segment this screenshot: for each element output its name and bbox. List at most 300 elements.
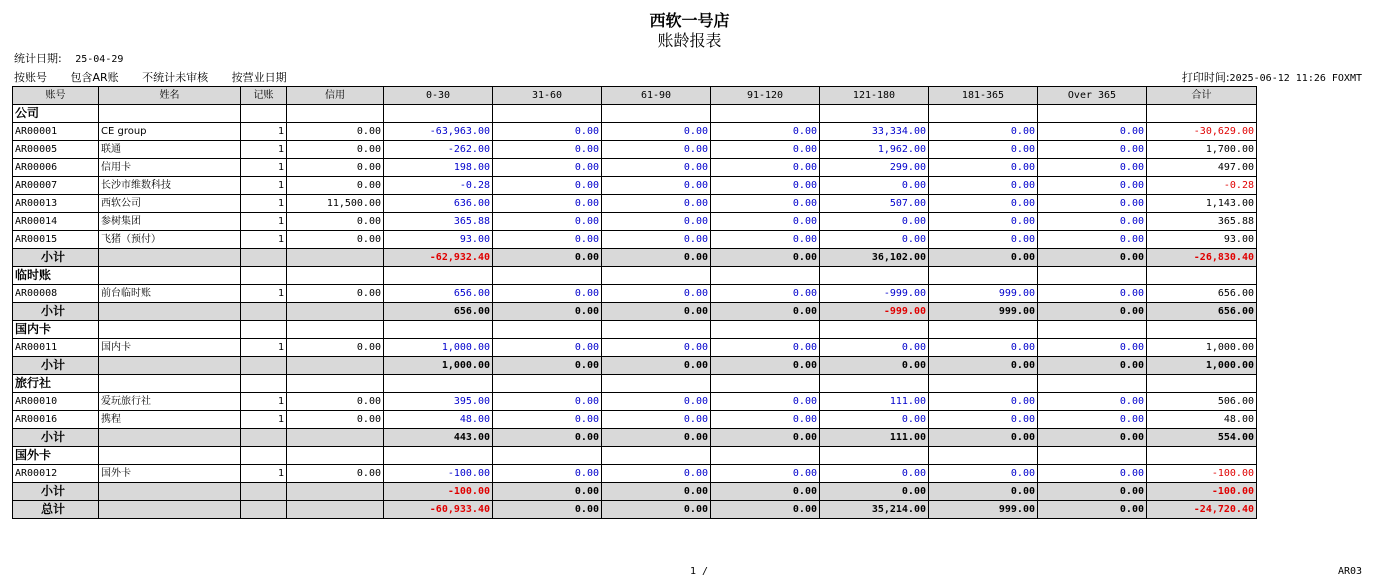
empty-cell bbox=[602, 267, 711, 285]
subtotal-row bbox=[13, 249, 1257, 267]
empty-cell bbox=[99, 249, 241, 267]
group-header-row bbox=[13, 267, 1257, 285]
empty-cell bbox=[241, 249, 287, 267]
empty-cell bbox=[1147, 321, 1257, 339]
aging-0-30: 198.00 bbox=[384, 159, 493, 177]
account-no: AR00008 bbox=[13, 285, 99, 303]
aging-91-120: 0.00 bbox=[711, 141, 820, 159]
empty-cell bbox=[1038, 105, 1147, 123]
subtotal-value: 0.00 bbox=[929, 483, 1038, 501]
empty-cell bbox=[711, 375, 820, 393]
subtotal-row bbox=[13, 429, 1257, 447]
account-no: AR00001 bbox=[13, 123, 99, 141]
aging-31-60: 0.00 bbox=[493, 285, 602, 303]
aging-181-365: 0.00 bbox=[929, 393, 1038, 411]
aging-91-120: 0.00 bbox=[711, 465, 820, 483]
empty-cell bbox=[241, 447, 287, 465]
aging-0-30: 365.88 bbox=[384, 213, 493, 231]
group-name: 国外卡 bbox=[13, 447, 99, 465]
posting-count: 1 bbox=[241, 285, 287, 303]
table-row bbox=[13, 213, 1257, 231]
aging-61-90: 0.00 bbox=[602, 177, 711, 195]
stat-date bbox=[14, 50, 123, 66]
aging-91-120: 0.00 bbox=[711, 339, 820, 357]
empty-cell bbox=[241, 501, 287, 519]
empty-cell bbox=[287, 249, 384, 267]
aging-91-120: 0.00 bbox=[711, 177, 820, 195]
aging-181-365: 0.00 bbox=[929, 411, 1038, 429]
col-over-365: Over 365 bbox=[1038, 87, 1147, 105]
account-no: AR00014 bbox=[13, 213, 99, 231]
subtotal-value: 0.00 bbox=[711, 303, 820, 321]
empty-cell bbox=[241, 321, 287, 339]
aging-0-30: 93.00 bbox=[384, 231, 493, 249]
account-name: 飞猪（预付） bbox=[99, 231, 241, 249]
account-name: 携程 bbox=[99, 411, 241, 429]
total-value: -24,720.40 bbox=[1147, 501, 1257, 519]
col-posting: 记账 bbox=[241, 87, 287, 105]
account-name: 国内卡 bbox=[99, 339, 241, 357]
aging-121-180: 0.00 bbox=[820, 213, 929, 231]
aging-61-90: 0.00 bbox=[602, 213, 711, 231]
stat-date-value: 25-04-29 bbox=[75, 54, 124, 65]
subtotal-value: 0.00 bbox=[602, 357, 711, 375]
table-row bbox=[13, 159, 1257, 177]
subtotal-value: 0.00 bbox=[1038, 483, 1147, 501]
option-include-ar: 包含AR账 bbox=[70, 71, 119, 84]
subtotal-value: 0.00 bbox=[929, 249, 1038, 267]
credit-limit: 0.00 bbox=[287, 411, 384, 429]
aging-121-180: 1,962.00 bbox=[820, 141, 929, 159]
total-value: 35,214.00 bbox=[820, 501, 929, 519]
empty-cell bbox=[99, 321, 241, 339]
aging-91-120: 0.00 bbox=[711, 123, 820, 141]
aging-31-60: 0.00 bbox=[493, 393, 602, 411]
aging-61-90: 0.00 bbox=[602, 141, 711, 159]
aging-0-30: 48.00 bbox=[384, 411, 493, 429]
aging-121-180: 0.00 bbox=[820, 231, 929, 249]
account-no: AR00016 bbox=[13, 411, 99, 429]
account-name: 长沙市维数科技 bbox=[99, 177, 241, 195]
subtotal-value: 0.00 bbox=[493, 249, 602, 267]
aging-121-180: 0.00 bbox=[820, 465, 929, 483]
account-name: 爱玩旅行社 bbox=[99, 393, 241, 411]
subtotal-value: -100.00 bbox=[384, 483, 493, 501]
aging-report-table bbox=[12, 86, 1257, 519]
col-0-30: 0-30 bbox=[384, 87, 493, 105]
empty-cell bbox=[602, 321, 711, 339]
table-row bbox=[13, 231, 1257, 249]
posting-count: 1 bbox=[241, 339, 287, 357]
aging-over-365: 0.00 bbox=[1038, 231, 1147, 249]
empty-cell bbox=[287, 105, 384, 123]
aging-31-60: 0.00 bbox=[493, 159, 602, 177]
aging-over-365: 0.00 bbox=[1038, 195, 1147, 213]
empty-cell bbox=[99, 267, 241, 285]
account-no: AR00006 bbox=[13, 159, 99, 177]
subtotal-value: 999.00 bbox=[929, 303, 1038, 321]
aging-181-365: 0.00 bbox=[929, 159, 1038, 177]
subtotal-value: -26,830.40 bbox=[1147, 249, 1257, 267]
subtotal-value: 0.00 bbox=[711, 483, 820, 501]
posting-count: 1 bbox=[241, 411, 287, 429]
col-account: 账号 bbox=[13, 87, 99, 105]
empty-cell bbox=[711, 105, 820, 123]
posting-count: 1 bbox=[241, 465, 287, 483]
subtotal-value: 0.00 bbox=[602, 249, 711, 267]
aging-61-90: 0.00 bbox=[602, 393, 711, 411]
account-name: 前台临时账 bbox=[99, 285, 241, 303]
subtotal-value: 0.00 bbox=[1038, 357, 1147, 375]
empty-cell bbox=[287, 429, 384, 447]
table-row bbox=[13, 123, 1257, 141]
empty-cell bbox=[711, 321, 820, 339]
empty-cell bbox=[929, 267, 1038, 285]
aging-61-90: 0.00 bbox=[602, 339, 711, 357]
table-row bbox=[13, 195, 1257, 213]
aging-over-365: 0.00 bbox=[1038, 123, 1147, 141]
report-body bbox=[13, 105, 1257, 519]
col-121-180: 121-180 bbox=[820, 87, 929, 105]
aging-91-120: 0.00 bbox=[711, 231, 820, 249]
total-value: 0.00 bbox=[493, 501, 602, 519]
total-value: 0.00 bbox=[1038, 501, 1147, 519]
subtotal-label: 小计 bbox=[13, 303, 99, 321]
subtotal-value: 0.00 bbox=[602, 429, 711, 447]
credit-limit: 0.00 bbox=[287, 339, 384, 357]
aging-31-60: 0.00 bbox=[493, 411, 602, 429]
group-header-row bbox=[13, 105, 1257, 123]
table-row bbox=[13, 339, 1257, 357]
empty-cell bbox=[99, 483, 241, 501]
empty-cell bbox=[602, 105, 711, 123]
subtotal-value: 0.00 bbox=[493, 483, 602, 501]
aging-61-90: 0.00 bbox=[602, 285, 711, 303]
aging-31-60: 0.00 bbox=[493, 177, 602, 195]
row-total: -0.28 bbox=[1147, 177, 1257, 195]
empty-cell bbox=[820, 375, 929, 393]
empty-cell bbox=[602, 375, 711, 393]
aging-31-60: 0.00 bbox=[493, 231, 602, 249]
credit-limit: 0.00 bbox=[287, 285, 384, 303]
page-number: 1 / bbox=[690, 566, 709, 577]
aging-181-365: 0.00 bbox=[929, 123, 1038, 141]
subtotal-value: -62,932.40 bbox=[384, 249, 493, 267]
row-total: 497.00 bbox=[1147, 159, 1257, 177]
empty-cell bbox=[241, 303, 287, 321]
account-no: AR00015 bbox=[13, 231, 99, 249]
empty-cell bbox=[241, 375, 287, 393]
empty-cell bbox=[287, 375, 384, 393]
option-by-business-date: 按营业日期 bbox=[231, 71, 287, 84]
table-row bbox=[13, 411, 1257, 429]
subtotal-value: 111.00 bbox=[820, 429, 929, 447]
group-name: 临时账 bbox=[13, 267, 99, 285]
subtotal-value: 443.00 bbox=[384, 429, 493, 447]
aging-0-30: -63,963.00 bbox=[384, 123, 493, 141]
subtotal-value: 0.00 bbox=[820, 357, 929, 375]
empty-cell bbox=[287, 447, 384, 465]
empty-cell bbox=[820, 447, 929, 465]
total-value: 0.00 bbox=[602, 501, 711, 519]
empty-cell bbox=[241, 105, 287, 123]
posting-count: 1 bbox=[241, 231, 287, 249]
empty-cell bbox=[929, 375, 1038, 393]
aging-over-365: 0.00 bbox=[1038, 339, 1147, 357]
aging-over-365: 0.00 bbox=[1038, 285, 1147, 303]
col-181-365: 181-365 bbox=[929, 87, 1038, 105]
aging-181-365: 0.00 bbox=[929, 231, 1038, 249]
credit-limit: 11,500.00 bbox=[287, 195, 384, 213]
subtotal-value: 656.00 bbox=[384, 303, 493, 321]
credit-limit: 0.00 bbox=[287, 213, 384, 231]
aging-61-90: 0.00 bbox=[602, 159, 711, 177]
subtotal-value: 0.00 bbox=[711, 357, 820, 375]
posting-count: 1 bbox=[241, 195, 287, 213]
empty-cell bbox=[241, 429, 287, 447]
group-name: 公司 bbox=[13, 105, 99, 123]
total-value: 999.00 bbox=[929, 501, 1038, 519]
subtotal-value: 1,000.00 bbox=[384, 357, 493, 375]
subtotal-value: 0.00 bbox=[1038, 303, 1147, 321]
empty-cell bbox=[99, 447, 241, 465]
row-total: 1,700.00 bbox=[1147, 141, 1257, 159]
aging-over-365: 0.00 bbox=[1038, 141, 1147, 159]
row-total: -30,629.00 bbox=[1147, 123, 1257, 141]
subtotal-value: 554.00 bbox=[1147, 429, 1257, 447]
empty-cell bbox=[99, 303, 241, 321]
posting-count: 1 bbox=[241, 213, 287, 231]
account-no: AR00005 bbox=[13, 141, 99, 159]
empty-cell bbox=[1038, 447, 1147, 465]
empty-cell bbox=[493, 321, 602, 339]
account-name: 信用卡 bbox=[99, 159, 241, 177]
aging-31-60: 0.00 bbox=[493, 465, 602, 483]
subtotal-value: 0.00 bbox=[1038, 429, 1147, 447]
credit-limit: 0.00 bbox=[287, 177, 384, 195]
subtotal-row bbox=[13, 357, 1257, 375]
empty-cell bbox=[820, 267, 929, 285]
subtotal-value: 0.00 bbox=[1038, 249, 1147, 267]
row-total: 1,143.00 bbox=[1147, 195, 1257, 213]
aging-61-90: 0.00 bbox=[602, 123, 711, 141]
aging-91-120: 0.00 bbox=[711, 195, 820, 213]
empty-cell bbox=[287, 267, 384, 285]
subtotal-value: 36,102.00 bbox=[820, 249, 929, 267]
table-header-row bbox=[13, 87, 1257, 105]
account-no: AR00013 bbox=[13, 195, 99, 213]
total-label: 总计 bbox=[13, 501, 99, 519]
aging-over-365: 0.00 bbox=[1038, 159, 1147, 177]
group-header-row bbox=[13, 375, 1257, 393]
aging-121-180: 0.00 bbox=[820, 339, 929, 357]
aging-0-30: 656.00 bbox=[384, 285, 493, 303]
aging-121-180: 507.00 bbox=[820, 195, 929, 213]
aging-181-365: 0.00 bbox=[929, 213, 1038, 231]
account-name: 联通 bbox=[99, 141, 241, 159]
report-title: 账龄报表 bbox=[657, 31, 722, 50]
empty-cell bbox=[820, 105, 929, 123]
aging-61-90: 0.00 bbox=[602, 411, 711, 429]
row-total: 93.00 bbox=[1147, 231, 1257, 249]
total-value: -60,933.40 bbox=[384, 501, 493, 519]
subtotal-value: 0.00 bbox=[493, 303, 602, 321]
print-time bbox=[1182, 69, 1362, 85]
account-no: AR00012 bbox=[13, 465, 99, 483]
subtotal-label: 小计 bbox=[13, 249, 99, 267]
account-no: AR00007 bbox=[13, 177, 99, 195]
row-total: -100.00 bbox=[1147, 465, 1257, 483]
aging-91-120: 0.00 bbox=[711, 411, 820, 429]
subtotal-value: 0.00 bbox=[711, 249, 820, 267]
row-total: 506.00 bbox=[1147, 393, 1257, 411]
credit-limit: 0.00 bbox=[287, 123, 384, 141]
account-name: CE group bbox=[99, 123, 241, 141]
aging-91-120: 0.00 bbox=[711, 285, 820, 303]
table-row bbox=[13, 285, 1257, 303]
empty-cell bbox=[929, 105, 1038, 123]
row-total: 365.88 bbox=[1147, 213, 1257, 231]
table-row bbox=[13, 177, 1257, 195]
aging-91-120: 0.00 bbox=[711, 393, 820, 411]
aging-91-120: 0.00 bbox=[711, 159, 820, 177]
empty-cell bbox=[1147, 105, 1257, 123]
table-row bbox=[13, 141, 1257, 159]
subtotal-value: -100.00 bbox=[1147, 483, 1257, 501]
credit-limit: 0.00 bbox=[287, 159, 384, 177]
empty-cell bbox=[241, 483, 287, 501]
table-row bbox=[13, 465, 1257, 483]
subtotal-value: 656.00 bbox=[1147, 303, 1257, 321]
aging-over-365: 0.00 bbox=[1038, 393, 1147, 411]
account-no: AR00011 bbox=[13, 339, 99, 357]
credit-limit: 0.00 bbox=[287, 231, 384, 249]
print-time-label: 打印时间: bbox=[1181, 71, 1230, 84]
aging-121-180: 0.00 bbox=[820, 411, 929, 429]
account-no: AR00010 bbox=[13, 393, 99, 411]
empty-cell bbox=[287, 321, 384, 339]
aging-over-365: 0.00 bbox=[1038, 177, 1147, 195]
empty-cell bbox=[287, 303, 384, 321]
table-row bbox=[13, 393, 1257, 411]
subtotal-value: 0.00 bbox=[711, 429, 820, 447]
aging-0-30: 1,000.00 bbox=[384, 339, 493, 357]
aging-0-30: -0.28 bbox=[384, 177, 493, 195]
account-name: 国外卡 bbox=[99, 465, 241, 483]
empty-cell bbox=[99, 105, 241, 123]
empty-cell bbox=[493, 375, 602, 393]
subtotal-row bbox=[13, 303, 1257, 321]
row-total: 48.00 bbox=[1147, 411, 1257, 429]
aging-121-180: 33,334.00 bbox=[820, 123, 929, 141]
aging-31-60: 0.00 bbox=[493, 123, 602, 141]
empty-cell bbox=[99, 375, 241, 393]
group-name: 旅行社 bbox=[13, 375, 99, 393]
posting-count: 1 bbox=[241, 123, 287, 141]
col-total: 合计 bbox=[1147, 87, 1257, 105]
col-61-90: 61-90 bbox=[602, 87, 711, 105]
empty-cell bbox=[99, 429, 241, 447]
aging-61-90: 0.00 bbox=[602, 465, 711, 483]
empty-cell bbox=[287, 483, 384, 501]
subtotal-value: -999.00 bbox=[820, 303, 929, 321]
hotel-title: 西软一号店 bbox=[649, 11, 730, 30]
aging-31-60: 0.00 bbox=[493, 195, 602, 213]
posting-count: 1 bbox=[241, 177, 287, 195]
aging-121-180: 111.00 bbox=[820, 393, 929, 411]
subtotal-label: 小计 bbox=[13, 357, 99, 375]
total-value: 0.00 bbox=[711, 501, 820, 519]
row-total: 656.00 bbox=[1147, 285, 1257, 303]
empty-cell bbox=[1038, 321, 1147, 339]
empty-cell bbox=[493, 105, 602, 123]
account-name: 参树集团 bbox=[99, 213, 241, 231]
aging-over-365: 0.00 bbox=[1038, 213, 1147, 231]
print-time-value: 2025-06-12 11:26 FOXMT bbox=[1229, 73, 1362, 84]
option-by-account: 按账号 bbox=[14, 71, 47, 84]
aging-31-60: 0.00 bbox=[493, 339, 602, 357]
subtotal-label: 小计 bbox=[13, 483, 99, 501]
empty-cell bbox=[602, 447, 711, 465]
col-91-120: 91-120 bbox=[711, 87, 820, 105]
empty-cell bbox=[241, 267, 287, 285]
aging-0-30: -262.00 bbox=[384, 141, 493, 159]
aging-121-180: -999.00 bbox=[820, 285, 929, 303]
credit-limit: 0.00 bbox=[287, 465, 384, 483]
row-total: 1,000.00 bbox=[1147, 339, 1257, 357]
empty-cell bbox=[493, 447, 602, 465]
stat-date-label: 统计日期: bbox=[14, 52, 62, 65]
subtotal-label: 小计 bbox=[13, 429, 99, 447]
empty-cell bbox=[241, 357, 287, 375]
empty-cell bbox=[384, 267, 493, 285]
empty-cell bbox=[711, 267, 820, 285]
empty-cell bbox=[384, 321, 493, 339]
group-header-row bbox=[13, 447, 1257, 465]
col-credit: 信用 bbox=[287, 87, 384, 105]
subtotal-value: 0.00 bbox=[493, 357, 602, 375]
credit-limit: 0.00 bbox=[287, 393, 384, 411]
aging-121-180: 0.00 bbox=[820, 177, 929, 195]
subtotal-value: 1,000.00 bbox=[1147, 357, 1257, 375]
group-name: 国内卡 bbox=[13, 321, 99, 339]
aging-181-365: 999.00 bbox=[929, 285, 1038, 303]
subtotal-value: 0.00 bbox=[820, 483, 929, 501]
aging-31-60: 0.00 bbox=[493, 213, 602, 231]
empty-cell bbox=[1038, 375, 1147, 393]
empty-cell bbox=[493, 267, 602, 285]
posting-count: 1 bbox=[241, 393, 287, 411]
subtotal-value: 0.00 bbox=[602, 483, 711, 501]
empty-cell bbox=[1147, 267, 1257, 285]
subtotal-value: 0.00 bbox=[929, 357, 1038, 375]
empty-cell bbox=[1038, 267, 1147, 285]
report-code: AR03 bbox=[1338, 566, 1363, 577]
empty-cell bbox=[929, 321, 1038, 339]
aging-over-365: 0.00 bbox=[1038, 465, 1147, 483]
aging-0-30: -100.00 bbox=[384, 465, 493, 483]
aging-31-60: 0.00 bbox=[493, 141, 602, 159]
empty-cell bbox=[820, 321, 929, 339]
posting-count: 1 bbox=[241, 159, 287, 177]
empty-cell bbox=[384, 375, 493, 393]
empty-cell bbox=[384, 105, 493, 123]
credit-limit: 0.00 bbox=[287, 141, 384, 159]
col-31-60: 31-60 bbox=[493, 87, 602, 105]
aging-over-365: 0.00 bbox=[1038, 411, 1147, 429]
empty-cell bbox=[287, 357, 384, 375]
empty-cell bbox=[711, 447, 820, 465]
